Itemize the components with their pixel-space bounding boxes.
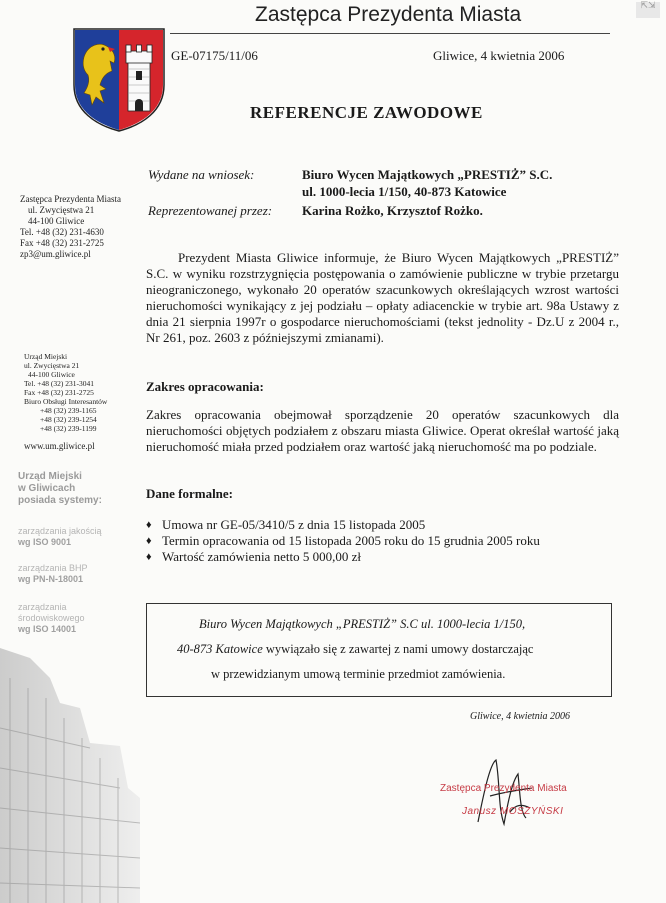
box-line2-italic: 40-873 Katowice — [177, 642, 263, 656]
formal-list — [146, 517, 540, 565]
sidebar-line: +48 (32) 239-1254 — [40, 415, 97, 424]
sidebar-office-contact — [20, 194, 121, 260]
sidebar-line: Tel. +48 (32) 231-3041 — [24, 379, 94, 388]
scope-heading: Zakres opracowania: — [146, 379, 264, 394]
building-illustration-icon — [0, 648, 140, 903]
sidebar-line: ul. Zwycięstwa 21 — [24, 361, 80, 370]
issued-for-line2: ul. 1000-lecia 1/150, 40-873 Katowice — [302, 184, 507, 199]
sidebar-iso-18001 — [18, 563, 88, 585]
gliwice-coat-of-arms-icon — [70, 27, 168, 133]
confirmation-box — [146, 603, 612, 697]
box-line2 — [147, 637, 611, 662]
sidebar-line: środowiskowego — [18, 613, 85, 623]
box-line3: w przewidzianym umową terminie przedmiot zamówienia. — [211, 667, 506, 681]
sidebar-line: ul. Zwycięstwa 21 — [28, 205, 95, 215]
formal-item: ♦ Wartość zamówienia netto 5 000,00 zł — [146, 549, 540, 565]
scope-paragraph: Zakres opracowania obejmował sporządzenie 20 operatów szacunkowych dla nieruchomości objętych podziałem z obszaru miasta Gliwice. Operat określał wartość jaką nieruchomość miała przed podziałem oraz wartość jaką nieruchomość ma po podziale. — [146, 407, 619, 454]
represented-value: Karina Rożko, Krzysztof Rożko. — [302, 203, 483, 218]
box-line1: Biuro Wycen Majątkowych „PRESTIŻ” S.C ul. 1000-lecia 1/150, — [199, 617, 526, 631]
formal-heading: Dane formalne: — [146, 486, 234, 501]
sidebar-iso-heading — [18, 471, 102, 507]
header-rule — [170, 33, 610, 34]
header-title: Zastępca Prezydenta Miasta — [255, 3, 522, 26]
sidebar-line: posiada systemy: — [18, 495, 102, 506]
sidebar-iso-9001 — [18, 526, 102, 548]
represented-label: Reprezentowanej przez: — [148, 203, 273, 218]
issued-for-label: Wydane na wniosek: — [148, 167, 255, 182]
reference-number: GE-07175/11/06 — [171, 48, 258, 63]
formal-item: ♦ Termin opracowania od 15 listopada 2005 roku do 15 grudnia 2005 roku — [146, 533, 540, 549]
box-line2-rest: wywiązało się z zawartej z nami umowy dostarczając — [262, 642, 534, 656]
sidebar-line: Fax +48 (32) 231-2725 — [20, 238, 104, 248]
sidebar-line: w Gliwicach — [18, 483, 76, 494]
formal-item: ♦ Umowa nr GE-05/3410/5 z dnia 15 listopada 2005 — [146, 517, 540, 533]
issued-for-line1: Biuro Wycen Majątkowych „PRESTIŻ” S.C. — [302, 167, 553, 182]
intro-paragraph: Prezydent Miasta Gliwice informuje, że Biuro Wycen Majątkowych „PRESTIŻ” S.C. w wyniku rozstrzygnięcia postępowania o zamówienie publiczne w trybie przetargu nieograniczonego, wykonało 20 operatów szacunkowych określających wzrost wartości nieruchomości wynikający z jej podziału – opłaty adiacenckie w trybie art. 98a Ustawy z dnia 21 sierpnia 1997r o gospodarce nieruchomościami (tekst jednolity - Dz.U z 2004 r., Nr 261, poz. 2603 z późniejszymi zmianami). — [146, 250, 619, 345]
sidebar-line: wg ISO 9001 — [18, 537, 72, 547]
sidebar-email-link[interactable]: zp3@um.gliwice.pl — [20, 249, 91, 259]
sidebar-city-office — [24, 352, 107, 433]
sidebar-line: Zastępca Prezydenta Miasta — [20, 194, 121, 204]
sidebar-line: +48 (32) 239-1165 — [40, 406, 97, 415]
sidebar-line: wg PN-N-18001 — [18, 574, 84, 584]
sidebar-line: Biuro Obsługi Interesantów — [24, 397, 108, 406]
sidebar-iso-14001 — [18, 602, 85, 635]
sidebar-line: 44-100 Gliwice — [28, 216, 85, 226]
resize-corner-icon[interactable]: ⇱⇲ — [636, 2, 660, 18]
place-date: Gliwice, 4 kwietnia 2006 — [433, 48, 565, 63]
sidebar-line: Fax +48 (32) 231-2725 — [24, 388, 94, 397]
sidebar-line: wg ISO 14001 — [18, 624, 77, 634]
signature-name: Janusz MOSZYŃSKI — [462, 806, 564, 817]
sidebar-line: +48 (32) 239-1199 — [40, 424, 97, 433]
document-title: REFERENCJE ZAWODOWE — [250, 103, 483, 122]
sidebar-line: zarządzania BHP — [18, 563, 88, 573]
sidebar-line: zarządzania — [18, 602, 67, 612]
signature-role: Zastępca Prezydenta Miasta — [440, 783, 567, 794]
signature-date: Gliwice, 4 kwietnia 2006 — [470, 711, 570, 722]
sidebar-line: zarządzania jakością — [18, 526, 102, 536]
sidebar-line: Urząd Miejski — [18, 471, 82, 482]
sidebar-line: Tel. +48 (32) 231-4630 — [20, 227, 104, 237]
sidebar-line: 44-100 Gliwice — [28, 370, 75, 379]
sidebar-line: Urząd Miejski — [24, 352, 68, 361]
sidebar-website-link[interactable]: www.um.gliwice.pl — [24, 441, 95, 451]
